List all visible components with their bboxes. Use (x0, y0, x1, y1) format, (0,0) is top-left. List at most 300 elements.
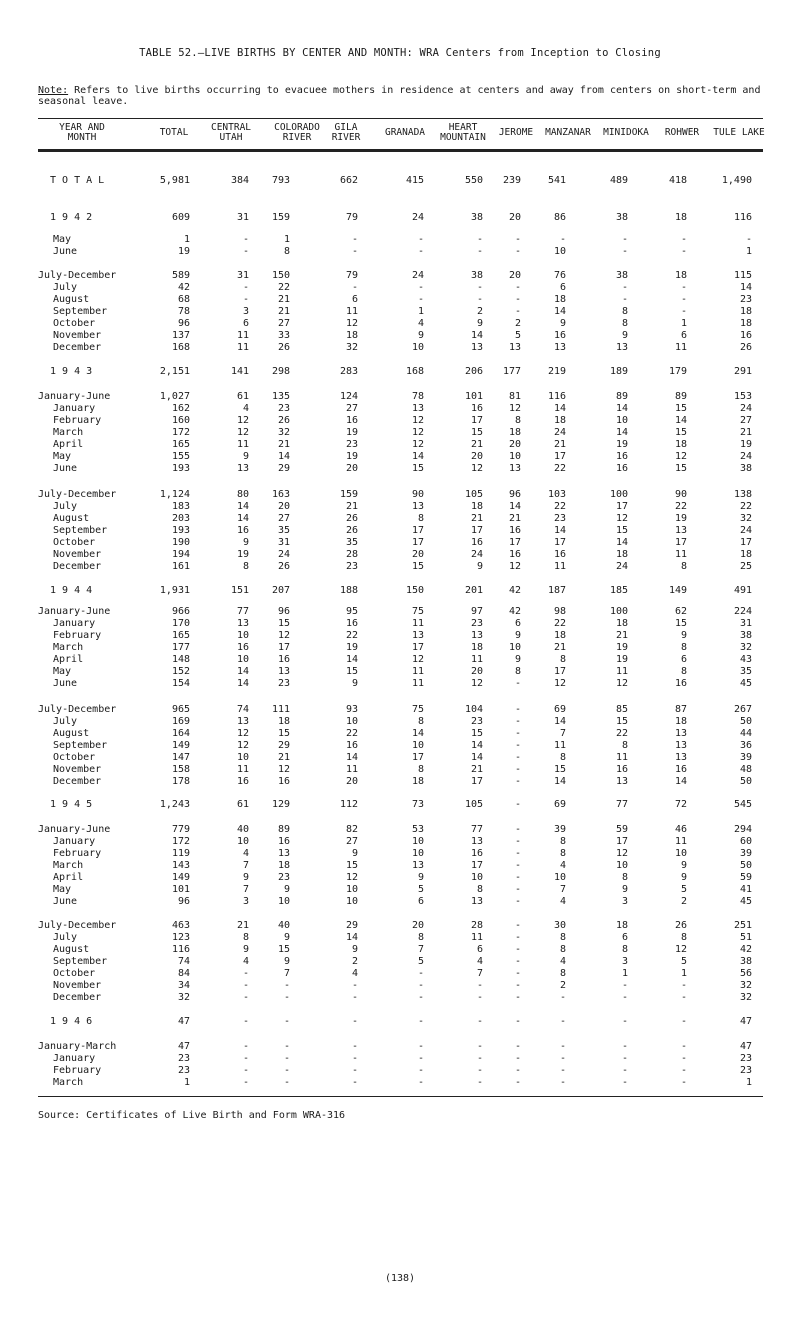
table-cell: 30 (553, 920, 566, 931)
table-cell: 42 (508, 585, 521, 596)
table-cell: 4 (242, 848, 249, 859)
table-cell: 6 (351, 294, 358, 305)
row-label: 1 9 4 3 (50, 366, 93, 377)
table-cell: 96 (177, 318, 190, 329)
table-cell: 14 (236, 513, 249, 524)
table-cell: 11 (615, 752, 628, 763)
table-cell: 8 (621, 872, 628, 883)
table-row (38, 896, 763, 908)
table-cell: 463 (171, 920, 190, 931)
table-cell: 14 (470, 752, 483, 763)
table-cell: 3 (621, 956, 628, 967)
table-cell: 24 (739, 403, 752, 414)
table-cell: 44 (739, 728, 752, 739)
table-cell: 38 (615, 270, 628, 281)
row-label: January (53, 618, 96, 629)
table-cell: - (351, 980, 358, 991)
table-cell: 101 (171, 884, 190, 895)
row-label: January-March (38, 1041, 117, 1052)
table-cell: - (514, 1016, 521, 1027)
table-cell: 6 (514, 618, 521, 629)
table-cell: 545 (733, 799, 752, 810)
table-cell: 12 (411, 439, 424, 450)
table-cell: 11 (411, 666, 424, 677)
column-header (38, 123, 763, 149)
table-cell: 75 (411, 704, 424, 715)
table-cell: 104 (464, 704, 483, 715)
table-cell: 15 (411, 463, 424, 474)
table-cell: 194 (171, 549, 190, 560)
table-cell: 111 (271, 704, 290, 715)
table-cell: 152 (171, 666, 190, 677)
table-cell: 19 (674, 513, 687, 524)
table-cell: 589 (171, 270, 190, 281)
table-row (38, 776, 763, 788)
table-cell: - (514, 716, 521, 727)
table-cell: 18 (345, 330, 358, 341)
table-cell: 8 (283, 246, 290, 257)
table-cell: 11 (674, 342, 687, 353)
table-cell: 143 (171, 860, 190, 871)
table-cell: 2,151 (159, 366, 190, 377)
table-cell: 9 (559, 318, 566, 329)
table-cell: 59 (615, 824, 628, 835)
table-cell: - (417, 1077, 424, 1088)
table-cell: - (680, 294, 687, 305)
table-cell: 75 (411, 606, 424, 617)
table-row (38, 980, 763, 992)
table-row (38, 246, 763, 258)
row-label: October (53, 537, 96, 548)
table-cell: 149 (171, 872, 190, 883)
table-cell: 966 (171, 606, 190, 617)
table-cell: 7 (283, 968, 290, 979)
table-cell: - (351, 246, 358, 257)
table-cell: - (351, 992, 358, 1003)
table-cell: 168 (171, 342, 190, 353)
table-cell: 23 (739, 1053, 752, 1064)
row-label: February (53, 1065, 102, 1076)
table-cell: 14 (615, 537, 628, 548)
table-cell: 7 (559, 884, 566, 895)
table-cell: 41 (739, 884, 752, 895)
row-label: February (53, 415, 102, 426)
table-cell: 18 (739, 549, 752, 560)
row-label: July (53, 932, 78, 943)
table-cell: 24 (739, 525, 752, 536)
table-cell: 27 (277, 318, 290, 329)
table-title: TABLE 52.—LIVE BIRTHS BY CENTER AND MONTH: WRA Centers from Inception to Closing (139, 47, 661, 59)
table-cell: 15 (553, 764, 566, 775)
row-label: July-December (38, 270, 117, 281)
table-cell: 16 (739, 330, 752, 341)
table-cell: 96 (177, 896, 190, 907)
table-cell: 98 (553, 606, 566, 617)
table-cell: 224 (733, 606, 752, 617)
table-cell: 177 (171, 642, 190, 653)
row-label: December (53, 992, 102, 1003)
table-cell: 23 (739, 294, 752, 305)
table-cell: 15 (470, 427, 483, 438)
table-cell: 1,243 (159, 799, 190, 810)
table-cell: 17 (470, 860, 483, 871)
table-cell: 62 (674, 606, 687, 617)
table-cell: 13 (411, 630, 424, 641)
table-cell: - (514, 678, 521, 689)
table-cell: 35 (277, 525, 290, 536)
table-bottom-rule (38, 1096, 763, 1097)
table-cell: 77 (470, 824, 483, 835)
table-cell: 16 (470, 848, 483, 859)
table-cell: 61 (236, 799, 249, 810)
table-cell: - (514, 956, 521, 967)
table-cell: 16 (470, 537, 483, 548)
table-cell: 5 (680, 956, 687, 967)
table-cell: 10 (553, 246, 566, 257)
table-cell: 31 (236, 212, 249, 223)
table-cell: 19 (236, 549, 249, 560)
table-cell: 33 (277, 330, 290, 341)
table-cell: 162 (171, 403, 190, 414)
table-cell: 24 (615, 561, 628, 572)
table-cell: 22 (277, 282, 290, 293)
table-cell: 298 (271, 366, 290, 377)
table-cell: 119 (171, 848, 190, 859)
table-cell: 10 (345, 896, 358, 907)
column-header-line: CENTRAL (210, 122, 252, 133)
table-cell: 16 (277, 654, 290, 665)
table-cell: 90 (411, 489, 424, 500)
table-cell: 112 (339, 799, 358, 810)
table-cell: 168 (405, 366, 424, 377)
table-cell: 18 (470, 501, 483, 512)
column-header-line: ROHWER (664, 127, 700, 138)
table-cell: 16 (277, 776, 290, 787)
table-cell: 17 (277, 642, 290, 653)
table-cell: 188 (339, 585, 358, 596)
table-cell: 50 (739, 716, 752, 727)
table-cell: 38 (739, 463, 752, 474)
table-cell: 19 (615, 642, 628, 653)
table-cell: 19 (739, 439, 752, 450)
table-cell: 82 (345, 824, 358, 835)
table-row (38, 920, 763, 932)
table-cell: 10 (615, 415, 628, 426)
table-cell: 89 (277, 824, 290, 835)
table-cell: - (680, 1065, 687, 1076)
table-cell: 73 (411, 799, 424, 810)
row-label: December (53, 776, 102, 787)
table-cell: 16 (470, 403, 483, 414)
table-cell: 6 (621, 932, 628, 943)
table-cell: 239 (502, 175, 521, 186)
table-cell: 12 (470, 463, 483, 474)
table-cell: 23 (345, 561, 358, 572)
table-cell: - (514, 968, 521, 979)
row-label: December (53, 561, 102, 572)
row-label: 1 9 4 4 (50, 585, 93, 596)
table-cell: - (514, 860, 521, 871)
table-cell: 20 (508, 439, 521, 450)
table-cell: 609 (171, 212, 190, 223)
row-label: August (53, 944, 90, 955)
note-text: Refers to live births occurring to evacuee mothers in residence at centers and away from centers on short-term and seasonal leave. (38, 85, 761, 107)
table-cell: 1 (745, 246, 752, 257)
table-cell: - (417, 246, 424, 257)
table-cell: 13 (236, 463, 249, 474)
column-header-line: TOTAL (159, 127, 189, 138)
table-cell: 4 (351, 968, 358, 979)
table-cell: - (417, 980, 424, 991)
table-cell: - (559, 992, 566, 1003)
table-cell: 662 (339, 175, 358, 186)
table-cell: 183 (171, 501, 190, 512)
table-cell: 17 (553, 666, 566, 677)
table-cell: 50 (739, 776, 752, 787)
table-cell: 80 (236, 489, 249, 500)
column-header-line: MONTH (67, 132, 97, 143)
table-cell: 115 (733, 270, 752, 281)
column-header-line: YEAR AND (59, 122, 105, 133)
table-cell: 418 (668, 175, 687, 186)
table-cell: 1 (621, 968, 628, 979)
row-label: May (53, 666, 72, 677)
header-top-rule (38, 118, 763, 119)
table-cell: 8 (680, 642, 687, 653)
table-cell: 1 (183, 234, 190, 245)
table-cell: 21 (345, 501, 358, 512)
table-row (38, 501, 763, 513)
table-cell: 17 (470, 776, 483, 787)
table-cell: - (514, 306, 521, 317)
table-cell: - (476, 1077, 483, 1088)
table-cell: 14 (674, 415, 687, 426)
table-cell: 10 (470, 872, 483, 883)
table-cell: 27 (739, 415, 752, 426)
table-cell: 15 (615, 716, 628, 727)
table-cell: 141 (230, 366, 249, 377)
table-row (38, 175, 763, 187)
table-cell: 16 (277, 836, 290, 847)
table-cell: 15 (345, 666, 358, 677)
table-cell: - (351, 282, 358, 293)
table-cell: 14 (277, 451, 290, 462)
table-cell: - (514, 799, 521, 810)
table-cell: - (351, 234, 358, 245)
table-cell: 18 (277, 716, 290, 727)
table-cell: 11 (615, 666, 628, 677)
column-header-line: COLORADO (274, 122, 320, 133)
table-cell: 13 (236, 618, 249, 629)
table-cell: 9 (621, 330, 628, 341)
table-cell: 13 (470, 896, 483, 907)
table-row (38, 642, 763, 654)
table-cell: 251 (733, 920, 752, 931)
table-cell: 7 (476, 968, 483, 979)
table-cell: 27 (345, 403, 358, 414)
table-cell: 26 (277, 342, 290, 353)
table-cell: 10 (615, 860, 628, 871)
table-cell: 79 (345, 270, 358, 281)
table-cell: 13 (674, 728, 687, 739)
table-cell: 39 (739, 848, 752, 859)
table-cell: 8 (242, 932, 249, 943)
table-cell: 38 (470, 212, 483, 223)
table-cell: 9 (242, 451, 249, 462)
table-cell: 27 (277, 513, 290, 524)
table-cell: 79 (345, 212, 358, 223)
table-cell: 10 (411, 848, 424, 859)
table-cell: 26 (345, 513, 358, 524)
table-cell: 105 (464, 799, 483, 810)
table-cell: 11 (345, 764, 358, 775)
table-cell: - (621, 1065, 628, 1076)
table-cell: 124 (339, 391, 358, 402)
table-cell: 29 (345, 920, 358, 931)
table-cell: 14 (470, 740, 483, 751)
table-cell: - (514, 234, 521, 245)
table-cell: 12 (470, 678, 483, 689)
table-cell: 43 (739, 654, 752, 665)
table-cell: 10 (411, 836, 424, 847)
table-cell: 170 (171, 618, 190, 629)
table-cell: 12 (553, 678, 566, 689)
table-cell: 3 (621, 896, 628, 907)
table-cell: - (514, 980, 521, 991)
table-cell: 21 (470, 513, 483, 524)
table-row (38, 968, 763, 980)
table-cell: - (242, 294, 249, 305)
table-row (38, 294, 763, 306)
table-cell: 23 (345, 439, 358, 450)
table-cell: 1 (745, 1077, 752, 1088)
table-cell: 14 (236, 501, 249, 512)
table-cell: 9 (680, 860, 687, 871)
table-cell: 20 (411, 920, 424, 931)
table-cell: 8 (680, 561, 687, 572)
table-cell: - (514, 848, 521, 859)
table-cell: 150 (271, 270, 290, 281)
table-cell: 206 (464, 366, 483, 377)
table-cell: - (417, 1016, 424, 1027)
table-cell: 11 (553, 740, 566, 751)
table-cell: 56 (739, 968, 752, 979)
table-cell: - (621, 980, 628, 991)
table-cell: 9 (283, 932, 290, 943)
table-cell: 5 (680, 884, 687, 895)
row-label: July-December (38, 489, 117, 500)
table-cell: - (417, 1065, 424, 1076)
row-label: October (53, 752, 96, 763)
table-cell: 51 (739, 932, 752, 943)
table-cell: 10 (277, 896, 290, 907)
table-cell: - (242, 246, 249, 257)
table-cell: - (417, 234, 424, 245)
table-cell: 24 (470, 549, 483, 560)
table-cell: 31 (739, 618, 752, 629)
table-cell: 2 (680, 896, 687, 907)
table-cell: 779 (171, 824, 190, 835)
table-row (38, 391, 763, 403)
table-cell: 9 (283, 884, 290, 895)
row-label: August (53, 513, 90, 524)
table-cell: 1 (283, 234, 290, 245)
row-label: November (53, 764, 102, 775)
table-row (38, 439, 763, 451)
row-label: 1 9 4 2 (50, 212, 93, 223)
table-cell: 172 (171, 427, 190, 438)
table-cell: 8 (559, 944, 566, 955)
table-cell: - (283, 980, 290, 991)
table-cell: 10 (508, 642, 521, 653)
table-cell: 32 (739, 980, 752, 991)
table-cell: 22 (553, 618, 566, 629)
table-cell: 172 (171, 836, 190, 847)
table-row (38, 654, 763, 666)
table-cell: 2 (476, 306, 483, 317)
table-cell: 42 (508, 606, 521, 617)
row-label: July (53, 716, 78, 727)
table-cell: - (242, 968, 249, 979)
table-cell: 12 (236, 740, 249, 751)
table-cell: 6 (417, 896, 424, 907)
table-cell: 105 (464, 489, 483, 500)
table-cell: 16 (615, 463, 628, 474)
table-cell: 7 (417, 944, 424, 955)
table-cell: 20 (508, 270, 521, 281)
table-cell: 9 (242, 537, 249, 548)
row-label: October (53, 318, 96, 329)
table-cell: 489 (609, 175, 628, 186)
table-cell: 17 (470, 415, 483, 426)
table-cell: - (680, 1077, 687, 1088)
table-cell: 8 (417, 764, 424, 775)
table-cell: 11 (236, 439, 249, 450)
table-cell: 15 (674, 618, 687, 629)
table-cell: 15 (615, 525, 628, 536)
table-row (38, 330, 763, 342)
table-cell: 20 (470, 451, 483, 462)
table-cell: 10 (345, 716, 358, 727)
table-row (38, 1065, 763, 1077)
table-cell: 16 (553, 330, 566, 341)
table-cell: 12 (345, 872, 358, 883)
table-cell: 13 (277, 848, 290, 859)
table-cell: 39 (553, 824, 566, 835)
table-cell: 12 (674, 451, 687, 462)
table-cell: 12 (615, 678, 628, 689)
table-cell: 18 (553, 415, 566, 426)
table-cell: 17 (739, 537, 752, 548)
table-cell: 1,931 (159, 585, 190, 596)
row-label: 1 9 4 6 (50, 1016, 93, 1027)
table-cell: 12 (411, 415, 424, 426)
table-cell: 29 (277, 740, 290, 751)
table-cell: 6 (680, 654, 687, 665)
table-cell: - (621, 282, 628, 293)
table-cell: 18 (277, 860, 290, 871)
table-cell: 23 (739, 1065, 752, 1076)
table-cell: - (559, 1077, 566, 1088)
row-label: December (53, 342, 102, 353)
table-cell: 38 (739, 630, 752, 641)
table-cell: 13 (411, 501, 424, 512)
table-cell: - (242, 1041, 249, 1052)
row-label: 1 9 4 5 (50, 799, 93, 810)
table-cell: 21 (236, 920, 249, 931)
table-cell: - (283, 992, 290, 1003)
table-cell: 159 (339, 489, 358, 500)
